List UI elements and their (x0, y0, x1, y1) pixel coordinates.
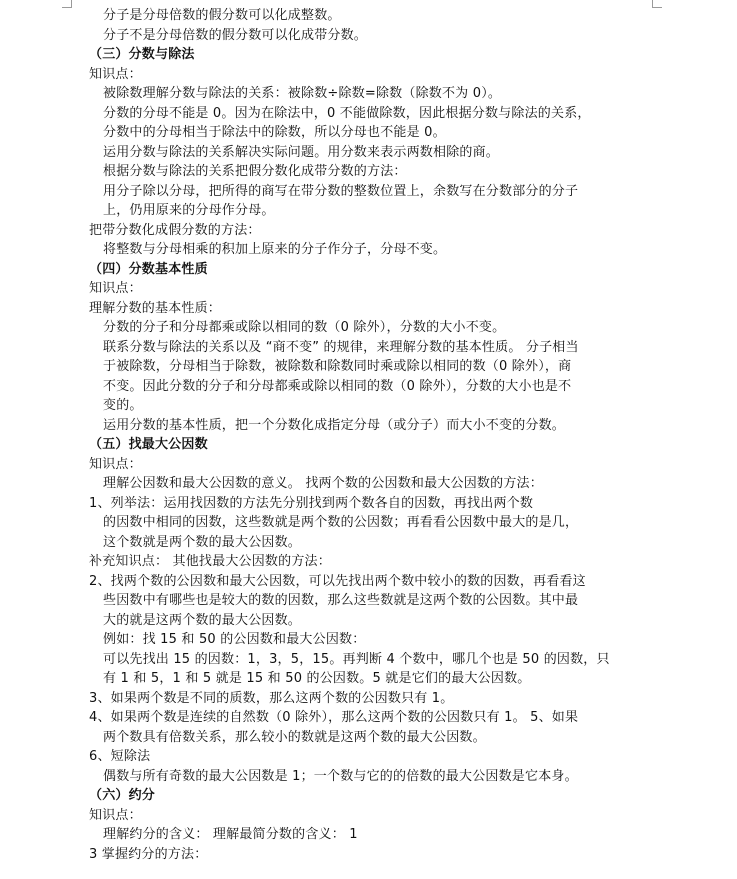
text-line: 被除数理解分数与除法的关系：被除数÷除数=除数（除数不为 0）。 (103, 86, 502, 101)
text-line: 例如：找 15 和 50 的公因数和最大公因数： (103, 632, 366, 647)
text-line: 这个数就是两个数的最大公因数。 (103, 535, 302, 550)
text-line: 不变。因此分数的分子和分母都乘或除以相同的数（0 除外），分数的大小也是不 (103, 379, 572, 394)
section-heading: （六）约分 (89, 788, 156, 803)
text-line: 2、找两个数的公因数和最大公因数，可以先找出两个数中较小的数的因数，再看看这 (89, 574, 586, 589)
text-line: 些因数中有哪些也是较大的数的因数，那么这些数就是这两个数的公因数。其中最 (103, 593, 579, 608)
text-line: 1、列举法：运用找因数的方法先分别找到两个数各自的因数，再找出两个数 (89, 496, 534, 511)
text-line: 知识点： (89, 808, 142, 823)
text-line: 用分子除以分母，把所得的商写在带分数的整数位置上，余数写在分数部分的分子 (103, 184, 579, 199)
text-line: 偶数与所有奇数的最大公因数是 1；一个数与它的的倍数的最大公因数是它本身。 (103, 769, 578, 784)
text-line: 大的就是这两个数的最大公因数。 (103, 613, 302, 628)
text-line: 知识点： (89, 67, 142, 82)
crop-mark-left (71, 0, 72, 7)
text-line: 可以先找出 15 的因数：1，3，5，15。再判断 4 个数中，哪几个也是 50 的因数，只 (103, 652, 610, 667)
text-line: 分数中的分母相当于除法中的除数，所以分母也不能是 0。 (103, 125, 446, 140)
section-heading: （四）分数基本性质 (89, 262, 208, 277)
text-line: 理解公因数和最大公因数的意义。 找两个数的公因数和最大公因数的方法： (103, 476, 543, 491)
text-line: 知识点： (89, 281, 142, 296)
text-line: 3、如果两个数是不同的质数，那么这两个数的公因数只有 1。 (89, 691, 454, 706)
text-line: 上，仍用原来的分母作分母。 (103, 203, 275, 218)
text-line: 3 掌握约分的方法： (89, 847, 208, 862)
text-line: 变的。 (103, 398, 143, 413)
text-line: 运用分数的基本性质，把一个分数化成指定分母（或分子）而大小不变的分数。 (103, 418, 566, 433)
text-line: 知识点： (89, 457, 142, 472)
text-line: 4、如果两个数是连续的自然数（0 除外），那么这两个数的公因数只有 1。 5、如果 (89, 710, 579, 725)
crop-mark-left-h (62, 7, 72, 8)
text-line: 分数的分母不能是 0。因为在除法中，0 不能做除数，因此根据分数与除法的关系， (103, 106, 591, 121)
section-heading: （三）分数与除法 (89, 47, 195, 62)
text-line: 的因数中相同的因数，这些数就是两个数的公因数；再看看公因数中最大的是几， (103, 515, 579, 530)
text-line: 联系分数与除法的关系以及 “商不变” 的规律，来理解分数的基本性质。 分子相当 (103, 340, 579, 355)
text-line: 理解分数的基本性质： (89, 301, 222, 316)
text-line: 补充知识点： 其他找最大公因数的方法： (89, 554, 331, 569)
text-line: 分子是分母倍数的假分数可以化成整数。 (103, 8, 341, 23)
text-line: 于被除数，分母相当于除数，被除数和除数同时乘或除以相同的数（0 除外），商 (103, 359, 572, 374)
text-line: 把带分数化成假分数的方法： (89, 223, 261, 238)
text-line: 分子不是分母倍数的假分数可以化成带分数。 (103, 28, 368, 43)
crop-mark-right (652, 0, 653, 7)
text-line: 根据分数与除法的关系把假分数化成带分数的方法： (103, 164, 407, 179)
text-line: 将整数与分母相乘的积加上原来的分子作分子，分母不变。 (103, 242, 447, 257)
text-line: 运用分数与除法的关系解决实际问题。用分数来表示两数相除的商。 (103, 145, 500, 160)
crop-mark-right-h (652, 7, 662, 8)
text-line: 6、短除法 (89, 749, 151, 764)
text-line: 两个数具有倍数关系，那么较小的数就是这两个数的最大公因数。 (103, 730, 486, 745)
text-line: 理解约分的含义： 理解最简分数的含义： 1 (103, 827, 358, 842)
text-line: 分数的分子和分母都乘或除以相同的数（0 除外），分数的大小不变。 (103, 320, 506, 335)
text-line: 有 1 和 5，1 和 5 就是 15 和 50 的公因数。5 就是它们的最大公因数。 (103, 671, 531, 686)
section-heading: （五）找最大公因数 (89, 437, 208, 452)
